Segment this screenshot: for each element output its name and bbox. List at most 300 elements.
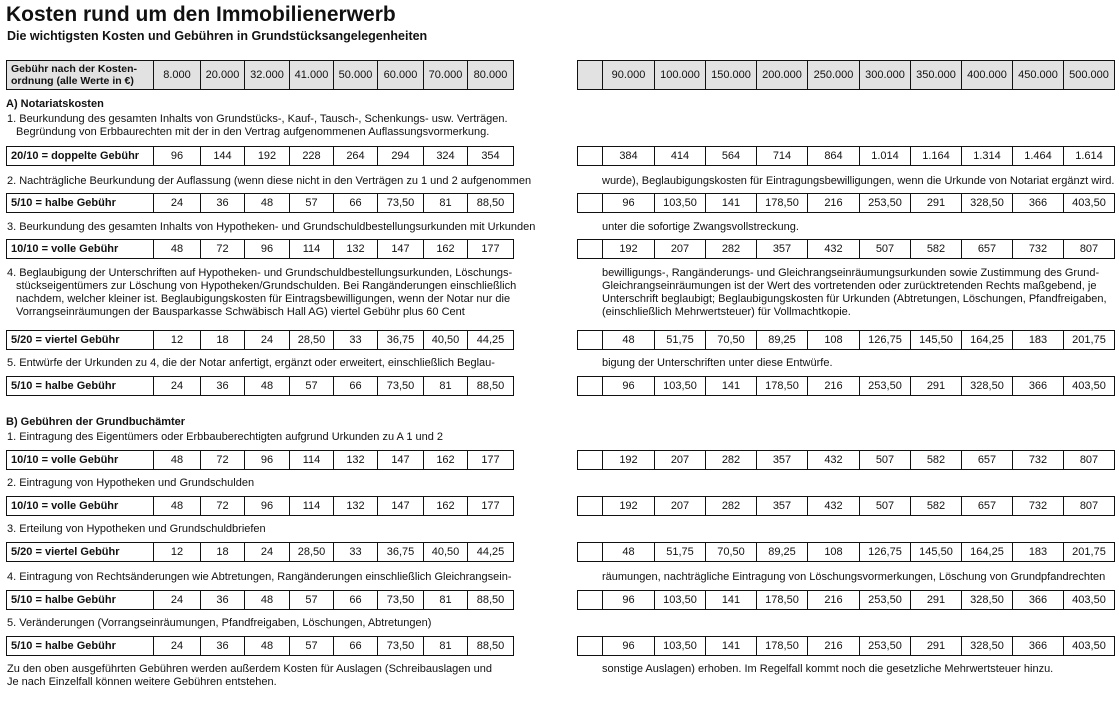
fee-value-cell: 357 bbox=[757, 497, 808, 516]
fee-value-cell: 253,50 bbox=[860, 591, 911, 610]
fee-value-cell: 141 bbox=[706, 377, 757, 396]
table-row bbox=[578, 637, 1115, 656]
description-line: unter die sofortige Zwangsvollstreckung. bbox=[602, 221, 799, 233]
fee-value-cell: 12 bbox=[154, 331, 201, 350]
fee-value-cell: 96 bbox=[245, 240, 290, 259]
description-line: nachdem, welcher kleiner ist. Beglaubigungskosten für Eintragsbewilligungen, wenn der Notar nur die bbox=[16, 293, 511, 305]
fee-value-cell: 253,50 bbox=[860, 194, 911, 213]
fee-table-left bbox=[6, 146, 514, 166]
fee-rate-label: 10/10 = volle Gebühr bbox=[7, 240, 154, 259]
row-description-left bbox=[7, 477, 254, 490]
fee-value-cell: 162 bbox=[424, 497, 468, 516]
header-value-cell: 32.000 bbox=[245, 61, 290, 90]
fee-value-cell: 403,50 bbox=[1064, 377, 1115, 396]
fee-value-cell: 366 bbox=[1013, 377, 1064, 396]
fee-value-cell: 294 bbox=[378, 147, 424, 166]
fee-value-cell: 324 bbox=[424, 147, 468, 166]
fee-value-cell: 48 bbox=[245, 377, 290, 396]
header-value-cell: 100.000 bbox=[655, 61, 706, 90]
header-label bbox=[7, 61, 154, 90]
fee-rate-label: 5/10 = halbe Gebühr bbox=[7, 591, 154, 610]
footnote-line: sonstige Auslagen) erhoben. Im Regelfall kommt noch die gesetzliche Mehrwertsteuer hinzu. bbox=[602, 663, 1054, 675]
description-line: 2. Eintragung von Hypotheken und Grundschulden bbox=[7, 477, 255, 489]
fee-value-cell: 282 bbox=[706, 497, 757, 516]
table-row bbox=[7, 451, 514, 470]
table-row bbox=[7, 147, 514, 166]
fee-value-cell: 114 bbox=[290, 497, 334, 516]
fee-value-cell: 114 bbox=[290, 240, 334, 259]
fee-value-cell: 81 bbox=[424, 591, 468, 610]
fee-value-cell: 732 bbox=[1013, 240, 1064, 259]
fee-value-cell: 57 bbox=[290, 377, 334, 396]
fee-row-spacer bbox=[578, 331, 603, 350]
fee-value-cell: 403,50 bbox=[1064, 194, 1115, 213]
fee-value-cell: 96 bbox=[154, 147, 201, 166]
fee-value-cell: 403,50 bbox=[1064, 637, 1115, 656]
header-value-cell: 50.000 bbox=[334, 61, 378, 90]
fee-rate-label: 20/10 = doppelte Gebühr bbox=[7, 147, 154, 166]
fee-value-cell: 40,50 bbox=[424, 331, 468, 350]
fee-value-cell: 28,50 bbox=[290, 331, 334, 350]
fee-value-cell: 162 bbox=[424, 240, 468, 259]
footnote-left bbox=[7, 663, 492, 689]
fee-row-spacer bbox=[578, 240, 603, 259]
page-subtitle: Die wichtigsten Kosten und Gebühren in Grundstücksangelegenheiten bbox=[7, 29, 428, 43]
fee-table-right bbox=[577, 330, 1115, 350]
fee-value-cell: 81 bbox=[424, 377, 468, 396]
fee-value-cell: 564 bbox=[706, 147, 757, 166]
fee-value-cell: 291 bbox=[911, 194, 962, 213]
row-description-left bbox=[7, 431, 443, 444]
fee-value-cell: 147 bbox=[378, 497, 424, 516]
description-line: Vorrangseinräumungen der Bausparkasse Schwäbisch Hall AG) viertel Gebühr plus 60 Cent bbox=[16, 306, 465, 318]
table-row bbox=[7, 331, 514, 350]
fee-value-cell: 714 bbox=[757, 147, 808, 166]
description-line: Begründung von Erbbaurechten mit der in den Vertrag aufgenommenen Auflassungsvormerkung. bbox=[16, 126, 490, 138]
fee-row-right bbox=[577, 193, 1112, 213]
table-row bbox=[7, 591, 514, 610]
fee-value-cell: 36,75 bbox=[378, 331, 424, 350]
fee-table-left bbox=[6, 330, 514, 350]
fee-value-cell: 96 bbox=[603, 591, 655, 610]
table-row bbox=[578, 331, 1115, 350]
fee-value-cell: 88,50 bbox=[468, 377, 514, 396]
description-line: bewilligungs-, Rangänderungs- und Gleichrangseinräumungsurkunden sowie Zustimmung des Grund- bbox=[602, 267, 1100, 279]
fee-value-cell: 33 bbox=[334, 331, 378, 350]
description-line: stückseigentümers zur Löschung von Hypotheken/Grundschulden. Bei Rangänderungen einschließlich bbox=[16, 280, 517, 292]
header-value-cell: 80.000 bbox=[468, 61, 514, 90]
fee-row-left bbox=[6, 239, 542, 259]
fee-value-cell: 66 bbox=[334, 637, 378, 656]
fee-value-cell: 1.464 bbox=[1013, 147, 1064, 166]
fee-value-cell: 144 bbox=[201, 147, 245, 166]
header-value-cell: 90.000 bbox=[603, 61, 655, 90]
header-value-cell: 300.000 bbox=[860, 61, 911, 90]
fee-row-right bbox=[577, 330, 1112, 350]
fee-row-spacer bbox=[578, 637, 603, 656]
fee-value-cell: 507 bbox=[860, 451, 911, 470]
fee-value-cell: 73,50 bbox=[378, 194, 424, 213]
fee-value-cell: 177 bbox=[468, 240, 514, 259]
table-row bbox=[578, 591, 1115, 610]
fee-value-cell: 48 bbox=[154, 497, 201, 516]
table-row bbox=[578, 543, 1115, 562]
fee-rate-label: 10/10 = volle Gebühr bbox=[7, 451, 154, 470]
fee-row-right bbox=[577, 636, 1112, 656]
fee-value-cell: 36 bbox=[201, 194, 245, 213]
fee-value-cell: 33 bbox=[334, 543, 378, 562]
header-value-cell: 400.000 bbox=[962, 61, 1013, 90]
table-row bbox=[7, 543, 514, 562]
fee-row-right bbox=[577, 146, 1112, 166]
fee-row-right bbox=[577, 450, 1112, 470]
fee-value-cell: 328,50 bbox=[962, 194, 1013, 213]
fee-table-right bbox=[577, 636, 1115, 656]
fee-row-left bbox=[6, 496, 542, 516]
row-description-left bbox=[7, 357, 495, 370]
table-row bbox=[7, 194, 514, 213]
description-line: wurde), Beglaubigungskosten für Eintragungsbewilligungen, wenn die Urkunde von Notariat ergänzt wird. bbox=[602, 175, 1115, 187]
fee-value-cell: 96 bbox=[245, 497, 290, 516]
fee-table-right bbox=[577, 239, 1115, 259]
fee-value-cell: 48 bbox=[603, 543, 655, 562]
description-line: 2. Nachträgliche Beurkundung der Auflassung (wenn diese nicht in den Verträgen zu 1 und 2 aufgenommen bbox=[7, 175, 532, 187]
fee-value-cell: 582 bbox=[911, 497, 962, 516]
fee-value-cell: 72 bbox=[201, 240, 245, 259]
fee-value-cell: 147 bbox=[378, 451, 424, 470]
row-description-left bbox=[7, 267, 516, 319]
fee-value-cell: 216 bbox=[808, 591, 860, 610]
description-line: Unterschrift beglaubigt; Beglaubigungskosten für Urkunden (Abtretungen, Löschungen, Pfandfreigaben, bbox=[602, 293, 1107, 305]
fee-row-left bbox=[6, 330, 542, 350]
header-value-cell: 8.000 bbox=[154, 61, 201, 90]
fee-value-cell: 192 bbox=[603, 240, 655, 259]
fee-value-cell: 1.164 bbox=[911, 147, 962, 166]
fee-table-left bbox=[6, 376, 514, 396]
fee-value-cell: 88,50 bbox=[468, 591, 514, 610]
fee-value-cell: 291 bbox=[911, 591, 962, 610]
fee-value-cell: 657 bbox=[962, 451, 1013, 470]
fee-value-cell: 178,50 bbox=[757, 591, 808, 610]
row-description-right bbox=[602, 175, 1114, 188]
header-label-line: Gebühr nach der Kosten- bbox=[11, 63, 138, 75]
table-row bbox=[7, 377, 514, 396]
fee-value-cell: 178,50 bbox=[757, 637, 808, 656]
fee-value-cell: 132 bbox=[334, 240, 378, 259]
header-value-cell: 20.000 bbox=[201, 61, 245, 90]
row-description-left bbox=[7, 175, 531, 188]
fee-value-cell: 132 bbox=[334, 497, 378, 516]
fee-table-right bbox=[577, 376, 1115, 396]
fee-value-cell: 228 bbox=[290, 147, 334, 166]
fee-value-cell: 414 bbox=[655, 147, 706, 166]
fee-row-left bbox=[6, 450, 542, 470]
description-line: (einschließlich Mehrwertsteuer) für Vollmachtkopie. bbox=[602, 306, 851, 318]
fee-value-cell: 51,75 bbox=[655, 331, 706, 350]
fee-value-cell: 81 bbox=[424, 194, 468, 213]
fee-row-spacer bbox=[578, 543, 603, 562]
fee-value-cell: 1.014 bbox=[860, 147, 911, 166]
fee-value-cell: 103,50 bbox=[655, 194, 706, 213]
section-heading-grundbuchaemter: B) Gebühren der Grundbuchämter bbox=[6, 416, 186, 428]
fee-rate-label: 5/10 = halbe Gebühr bbox=[7, 377, 154, 396]
fee-value-cell: 192 bbox=[603, 497, 655, 516]
fee-value-cell: 1.314 bbox=[962, 147, 1013, 166]
header-label-line: ordnung (alle Werte in €) bbox=[11, 75, 134, 87]
fee-value-cell: 72 bbox=[201, 451, 245, 470]
fee-value-cell: 18 bbox=[201, 543, 245, 562]
fee-value-cell: 28,50 bbox=[290, 543, 334, 562]
fee-rate-label: 5/10 = halbe Gebühr bbox=[7, 194, 154, 213]
fee-value-cell: 108 bbox=[808, 331, 860, 350]
fee-value-cell: 582 bbox=[911, 240, 962, 259]
row-description-left bbox=[7, 113, 508, 139]
fee-row-right bbox=[577, 590, 1112, 610]
fee-value-cell: 44,25 bbox=[468, 331, 514, 350]
fee-value-cell: 507 bbox=[860, 240, 911, 259]
fee-row-right bbox=[577, 239, 1112, 259]
fee-value-cell: 507 bbox=[860, 497, 911, 516]
fee-row-spacer bbox=[578, 147, 603, 166]
fee-table-right bbox=[577, 450, 1115, 470]
fee-value-cell: 807 bbox=[1064, 451, 1115, 470]
fee-value-cell: 432 bbox=[808, 240, 860, 259]
fee-value-cell: 253,50 bbox=[860, 637, 911, 656]
fee-table-left bbox=[6, 636, 514, 656]
table-row bbox=[578, 194, 1115, 213]
fee-table-left bbox=[6, 496, 514, 516]
description-line: 5. Veränderungen (Vorrangseinräumungen, Pfandfreigaben, Löschungen, Abtretungen) bbox=[7, 617, 432, 629]
description-line: 4. Eintragung von Rechtsänderungen wie Abtretungen, Rangänderungen einschließlich Gleichrangsein- bbox=[7, 571, 512, 583]
fee-value-cell: 18 bbox=[201, 331, 245, 350]
fee-value-cell: 108 bbox=[808, 543, 860, 562]
fee-table-left bbox=[6, 193, 514, 213]
fee-value-cell: 36 bbox=[201, 377, 245, 396]
fee-value-cell: 70,50 bbox=[706, 331, 757, 350]
fee-value-cell: 357 bbox=[757, 240, 808, 259]
description-line: 3. Beurkundung des gesamten Inhalts von Hypotheken- und Grundschuldbestellungsurkunden mit Urkunden bbox=[7, 221, 536, 233]
row-description-right bbox=[602, 571, 1105, 584]
fee-rate-label: 5/20 = viertel Gebühr bbox=[7, 331, 154, 350]
fee-value-cell: 96 bbox=[603, 194, 655, 213]
fee-value-cell: 366 bbox=[1013, 591, 1064, 610]
fee-value-cell: 96 bbox=[245, 451, 290, 470]
fee-row-spacer bbox=[578, 591, 603, 610]
fee-value-cell: 216 bbox=[808, 377, 860, 396]
fee-value-cell: 114 bbox=[290, 451, 334, 470]
fee-value-cell: 354 bbox=[468, 147, 514, 166]
fee-value-cell: 89,25 bbox=[757, 543, 808, 562]
fee-value-cell: 103,50 bbox=[655, 591, 706, 610]
fee-value-cell: 192 bbox=[245, 147, 290, 166]
description-line: 3. Erteilung von Hypotheken und Grundschuldbriefen bbox=[7, 523, 266, 535]
fee-table-right bbox=[577, 542, 1115, 562]
fee-table-right bbox=[577, 590, 1115, 610]
header-value-cell: 70.000 bbox=[424, 61, 468, 90]
page-title: Kosten rund um den Immobilienerwerb bbox=[6, 3, 396, 26]
fee-value-cell: 864 bbox=[808, 147, 860, 166]
fee-table-right bbox=[577, 193, 1115, 213]
fee-table-left bbox=[6, 590, 514, 610]
header-value-cell: 200.000 bbox=[757, 61, 808, 90]
fee-value-cell: 40,50 bbox=[424, 543, 468, 562]
description-line: Gleichrangseinräumungen ist der Wert des vortretenden oder zurücktretenden Rechts maßgebend, je bbox=[602, 280, 1097, 292]
table-row bbox=[7, 637, 514, 656]
row-description-left bbox=[7, 523, 266, 536]
fee-value-cell: 66 bbox=[334, 377, 378, 396]
fee-value-cell: 183 bbox=[1013, 543, 1064, 562]
row-description-left bbox=[7, 221, 535, 234]
footnote-right bbox=[602, 663, 1053, 676]
fee-value-cell: 88,50 bbox=[468, 194, 514, 213]
fee-table-right bbox=[577, 146, 1115, 166]
fee-value-cell: 51,75 bbox=[655, 543, 706, 562]
fee-row-right bbox=[577, 376, 1112, 396]
fee-row-left bbox=[6, 542, 542, 562]
fee-value-cell: 24 bbox=[245, 331, 290, 350]
fee-value-cell: 96 bbox=[603, 377, 655, 396]
fee-value-cell: 177 bbox=[468, 497, 514, 516]
fee-value-cell: 141 bbox=[706, 194, 757, 213]
fee-value-cell: 282 bbox=[706, 240, 757, 259]
fee-value-cell: 36 bbox=[201, 637, 245, 656]
fee-value-cell: 24 bbox=[154, 194, 201, 213]
header-row bbox=[578, 61, 1115, 90]
fee-table-left bbox=[6, 542, 514, 562]
header-value-cell: 41.000 bbox=[290, 61, 334, 90]
fee-value-cell: 57 bbox=[290, 591, 334, 610]
fee-value-cell: 57 bbox=[290, 637, 334, 656]
fee-value-cell: 807 bbox=[1064, 497, 1115, 516]
fee-value-cell: 145,50 bbox=[911, 331, 962, 350]
fee-value-cell: 657 bbox=[962, 240, 1013, 259]
fee-value-cell: 48 bbox=[154, 240, 201, 259]
fee-row-spacer bbox=[578, 497, 603, 516]
fee-value-cell: 366 bbox=[1013, 194, 1064, 213]
table-row bbox=[578, 147, 1115, 166]
fee-value-cell: 207 bbox=[655, 497, 706, 516]
row-description-left bbox=[7, 617, 431, 630]
fee-value-cell: 73,50 bbox=[378, 637, 424, 656]
fee-value-cell: 36 bbox=[201, 591, 245, 610]
header-value-cell: 60.000 bbox=[378, 61, 424, 90]
fee-value-cell: 88,50 bbox=[468, 637, 514, 656]
header-value-cell: 350.000 bbox=[911, 61, 962, 90]
fee-row-left bbox=[6, 146, 542, 166]
fee-value-cell: 44,25 bbox=[468, 543, 514, 562]
fee-value-cell: 12 bbox=[154, 543, 201, 562]
fee-value-cell: 66 bbox=[334, 591, 378, 610]
fee-value-cell: 103,50 bbox=[655, 637, 706, 656]
fee-row-spacer bbox=[578, 377, 603, 396]
fee-value-cell: 432 bbox=[808, 451, 860, 470]
description-line: 1. Eintragung des Eigentümers oder Erbbauberechtigten aufgrund Urkunden zu A 1 und 2 bbox=[7, 431, 444, 443]
fee-rate-label: 5/20 = viertel Gebühr bbox=[7, 543, 154, 562]
fee-value-cell: 657 bbox=[962, 497, 1013, 516]
fee-value-cell: 366 bbox=[1013, 637, 1064, 656]
fee-row-right bbox=[577, 542, 1112, 562]
fee-row-spacer bbox=[578, 451, 603, 470]
fee-value-cell: 164,25 bbox=[962, 331, 1013, 350]
fee-value-cell: 216 bbox=[808, 194, 860, 213]
row-description-left bbox=[7, 571, 512, 584]
fee-value-cell: 328,50 bbox=[962, 591, 1013, 610]
fee-value-cell: 177 bbox=[468, 451, 514, 470]
fee-value-cell: 48 bbox=[245, 591, 290, 610]
fee-table-left bbox=[6, 239, 514, 259]
fee-value-cell: 807 bbox=[1064, 240, 1115, 259]
fee-value-cell: 164,25 bbox=[962, 543, 1013, 562]
fee-value-cell: 48 bbox=[154, 451, 201, 470]
table-row bbox=[7, 497, 514, 516]
footnote-line: Je nach Einzelfall können weitere Gebühren entstehen. bbox=[7, 676, 277, 688]
description-line: räumungen, nachträgliche Eintragung von Löschungsvormerkungen, Löschung von Grundpfandrechten bbox=[602, 571, 1106, 583]
fee-value-cell: 126,75 bbox=[860, 543, 911, 562]
fee-value-cell: 732 bbox=[1013, 497, 1064, 516]
fee-value-cell: 24 bbox=[154, 591, 201, 610]
fee-value-cell: 178,50 bbox=[757, 194, 808, 213]
row-description-right bbox=[602, 267, 1107, 319]
fee-value-cell: 57 bbox=[290, 194, 334, 213]
fee-value-cell: 328,50 bbox=[962, 637, 1013, 656]
fee-value-cell: 70,50 bbox=[706, 543, 757, 562]
row-description-right bbox=[602, 221, 799, 234]
fee-value-cell: 183 bbox=[1013, 331, 1064, 350]
fee-value-cell: 432 bbox=[808, 497, 860, 516]
fee-value-cell: 403,50 bbox=[1064, 591, 1115, 610]
fee-value-cell: 207 bbox=[655, 240, 706, 259]
description-line: 5. Entwürfe der Urkunden zu 4, die der Notar anfertigt, ergänzt oder erweitert, einschließlich Beglau- bbox=[7, 357, 495, 369]
fee-value-cell: 253,50 bbox=[860, 377, 911, 396]
fee-value-cell: 89,25 bbox=[757, 331, 808, 350]
fee-value-cell: 73,50 bbox=[378, 377, 424, 396]
fee-value-cell: 48 bbox=[245, 637, 290, 656]
fee-value-cell: 282 bbox=[706, 451, 757, 470]
fee-rate-label: 10/10 = volle Gebühr bbox=[7, 497, 154, 516]
fee-value-cell: 291 bbox=[911, 377, 962, 396]
fee-value-cell: 81 bbox=[424, 637, 468, 656]
row-description-right bbox=[602, 357, 833, 370]
fee-value-cell: 24 bbox=[154, 637, 201, 656]
fee-value-cell: 132 bbox=[334, 451, 378, 470]
footnote-line: Zu den oben ausgeführten Gebühren werden außerdem Kosten für Auslagen (Schreibauslagen und bbox=[7, 663, 492, 675]
fee-value-cell: 264 bbox=[334, 147, 378, 166]
header-table-right bbox=[577, 60, 1115, 90]
fee-row-spacer bbox=[578, 194, 603, 213]
header-spacer bbox=[578, 61, 603, 90]
description-line: bigung der Unterschriften unter diese Entwürfe. bbox=[602, 357, 833, 369]
fee-value-cell: 96 bbox=[603, 637, 655, 656]
fee-value-cell: 103,50 bbox=[655, 377, 706, 396]
table-row bbox=[578, 497, 1115, 516]
section-heading-notariatskosten: A) Notariatskosten bbox=[6, 98, 104, 110]
fee-value-cell: 141 bbox=[706, 637, 757, 656]
fee-row-right bbox=[577, 496, 1112, 516]
header-table-left bbox=[6, 60, 514, 90]
fee-table-left bbox=[6, 450, 514, 470]
fee-value-cell: 357 bbox=[757, 451, 808, 470]
fee-rate-label: 5/10 = halbe Gebühr bbox=[7, 637, 154, 656]
fee-value-cell: 192 bbox=[603, 451, 655, 470]
fee-value-cell: 582 bbox=[911, 451, 962, 470]
fee-value-cell: 24 bbox=[154, 377, 201, 396]
fee-row-left bbox=[6, 590, 542, 610]
table-row bbox=[578, 377, 1115, 396]
fee-row-left bbox=[6, 193, 542, 213]
fee-value-cell: 145,50 bbox=[911, 543, 962, 562]
fee-value-cell: 36,75 bbox=[378, 543, 424, 562]
fee-row-left bbox=[6, 376, 542, 396]
